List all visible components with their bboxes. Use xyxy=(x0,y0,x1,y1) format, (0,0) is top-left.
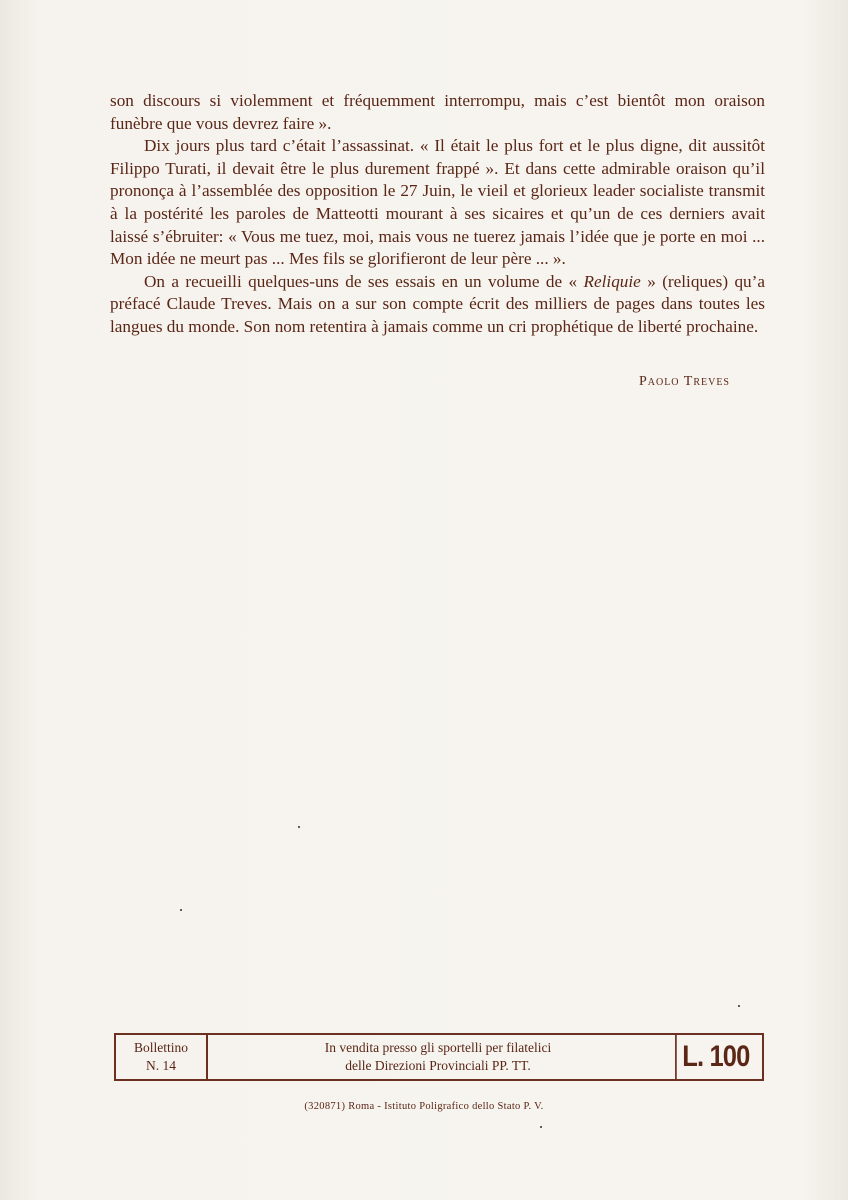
price-label: L. 100 xyxy=(682,1040,750,1073)
price-footer-box xyxy=(114,1033,764,1081)
sales-info-line-1: In vendita presso gli sportelli per filatelici xyxy=(324,1040,552,1055)
bulletin-number-cell xyxy=(116,1035,208,1079)
price-cell xyxy=(675,1035,755,1079)
paragraph-3-end: » (reliques) qu’a préfacé Claude Treves. Mais on a sur son compte écrit des milliers de pages dans toutes les langues du monde. Son nom retentira à jamais comme un cri prophétique de liberté prochaine. xyxy=(110,271,765,336)
printer-imprint: (320871) Roma - Istituto Poligrafico dello Stato P. V. xyxy=(304,1101,544,1112)
sales-info-cell xyxy=(208,1035,668,1079)
paper-speck xyxy=(540,1126,542,1128)
paragraph-2: Dix jours plus tard c’était l’assassinat. « Il était le plus fort et le plus digne, dit aussitôt Filippo Turati, il devait être le plus durement frappé ». Et dans cette admirable oraison qu’il prononça à l’assemblée des opposition le 27 Juin, le vieil et glorieux leader socialiste transmit à la postérité les paroles de Matteotti mourant à ses sicaires et qu’un de ces derniers avait laissé s’ébruiter: « Vous me tuez, moi, mais vous ne tuerez jamais l’idée que je porte en moi ... Mon idée ne meurt pas ... Mes fils se glorifieront de leur père ... ». xyxy=(110,136,765,269)
paper-speck xyxy=(298,826,300,828)
bulletin-label: Bollettino xyxy=(134,1040,188,1055)
author-signature: Paolo Treves xyxy=(638,374,730,389)
paper-speck xyxy=(738,1005,740,1007)
article-body xyxy=(110,90,765,339)
sales-info-line-2: delle Direzioni Provinciali PP. TT. xyxy=(345,1058,531,1073)
paragraph-3-start: On a recueilli quelques-uns de ses essais en un volume de « xyxy=(144,271,584,291)
paper-speck xyxy=(180,909,182,911)
book-title: Reliquie xyxy=(583,271,641,291)
paragraph-3 xyxy=(110,271,765,339)
paragraph-1: son discours si violemment et fréquemment interrompu, mais c’est bientôt mon oraison funèbre que vous devrez faire ». xyxy=(110,91,765,133)
bulletin-number: N. 14 xyxy=(146,1058,176,1073)
